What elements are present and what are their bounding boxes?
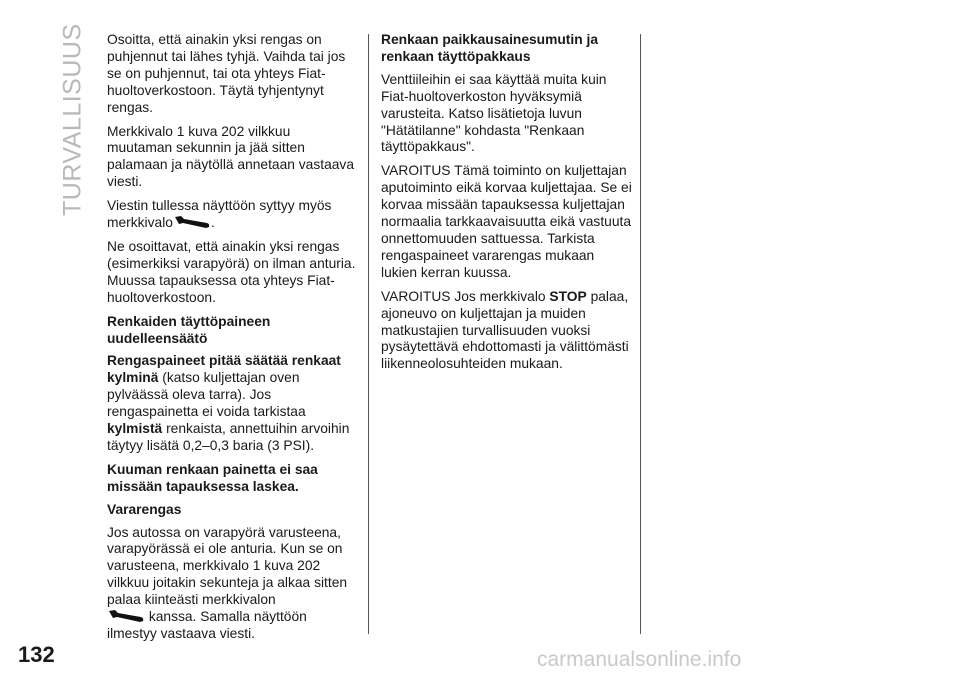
bold-text: kylmistä	[107, 421, 163, 437]
watermark: carmanualsonline.info	[537, 648, 742, 671]
paragraph-text: renkaista, annettuihin arvoihin täytyy lisätä 0,2–0,3 baria (3 PSI).	[107, 421, 350, 453]
text-column-middle	[381, 32, 633, 380]
paragraph-spare-wheel	[107, 525, 359, 643]
paragraph-no-sensor: Ne osoittavat, että ainakin yksi rengas (esimerkiksi varapyörä) on ilman anturia. Muussa tapauksessa ota yhteys Fiat-huoltoverkostoon.	[107, 238, 356, 305]
stop-label: STOP	[549, 288, 587, 304]
wrench-icon	[107, 609, 145, 623]
paragraph-flat-tyre: Osoitta, että ainakin yksi rengas on puhjennut tai lähes tyhjä. Vaihda tai jos se on puhjennut, tai ota yhteys Fiat-huoltoverkostoon. Täytä tyhjentynyt rengas.	[107, 32, 346, 115]
column-divider-1	[368, 34, 369, 634]
paragraph-text: (katso kuljettajan oven pylväässä oleva tarra). Jos rengaspainetta ei voida tarkistaa	[107, 370, 306, 420]
text-column-left	[107, 32, 359, 650]
paragraph-text: VAROITUS Jos merkkivalo	[381, 288, 550, 304]
paragraph-valves: Venttiileihin ei saa käyttää muita kuin Fiat-huoltoverkoston hyväksymiä varusteita. Katso lisätietoja luvun "Hätätilanne" kohdasta "Renkaan täyttöpakkaus".	[381, 71, 607, 155]
column-divider-2	[640, 34, 641, 634]
paragraph-warning-light-on	[107, 198, 359, 232]
bold-text: Rengaspaineet pitää säätää renkaat kylminä	[107, 353, 341, 386]
paragraph-warning-stop	[381, 289, 633, 374]
paragraph-warning-light-blinks: Merkkivalo 1 kuva 202 vilkkuu muutaman sekunnin ja jää sitten palamaan ja näytöllä annetaan vastaava viesti.	[107, 123, 354, 190]
paragraph-text: palaa, ajoneuvo on kuljettajan ja muiden matkustajien turvallisuuden vuoksi pysäytettävä ehdottomasti ja välittömästi liikenneolosuhteiden mukaan.	[381, 288, 629, 372]
paragraph-text: Jos autossa on varapyörä varusteena, varapyörässä ei ole anturia. Kun se on varusteena, merkkivalo 1 kuva 202 vilkkuu joitakin sekunteja ja alkaa sitten palaa kiinteästi merkkivalon	[107, 524, 348, 608]
paragraph-text: Viestin tullessa näyttöön syttyy myös merkkivalo	[107, 198, 332, 231]
paragraph-text: kanssa. Samalla näyttöön ilmestyy vastaava viesti.	[107, 609, 307, 641]
section-side-title: TURVALLISUUS	[58, 23, 87, 217]
heading-spare-wheel: Vararengas	[107, 501, 182, 517]
heading-pressure-adjustment: Renkaiden täyttöpaineen uudelleensäätö	[107, 313, 271, 346]
paragraph-text: .	[210, 215, 215, 231]
heading-hot-tyre-warning: Kuuman renkaan painetta ei saa missään tapauksessa laskea.	[107, 461, 318, 494]
page-number: 132	[18, 642, 55, 667]
paragraph-warning-driver-aid: VAROITUS Tämä toiminto on kuljettajan aputoiminto eikä korvaa kuljettajaa. Se ei korvaa missään tapauksessa kuljettajan normaalia tarkkaavaisuutta eikä vastuuta onnettomuuden sattuessa. Tarkista rengaspaineet vararengas mukaan lukien kerran kuussa.	[381, 163, 632, 280]
heading-repair-kit: Renkaan paikkausainesumutin ja renkaan täyttöpakkaus	[381, 32, 598, 64]
wrench-icon	[173, 215, 211, 229]
paragraph-cold-tyres	[107, 353, 359, 454]
